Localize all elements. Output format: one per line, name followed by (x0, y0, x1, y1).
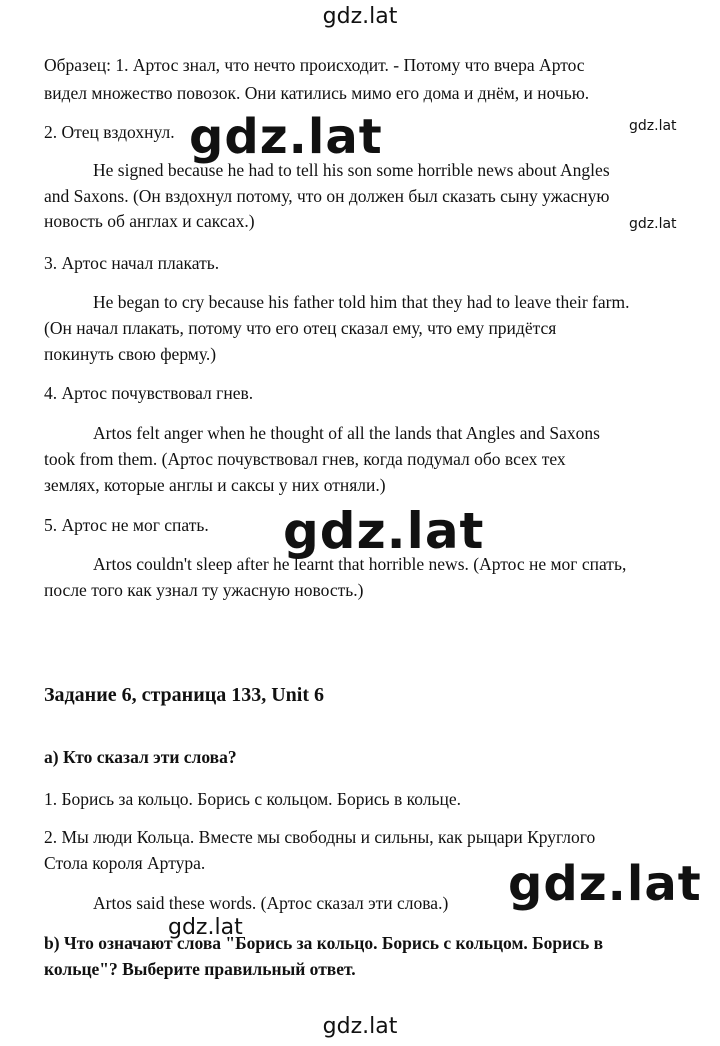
section-a-title: а) Кто сказал эти слова? (44, 747, 237, 767)
text-line: Стола короля Артура. (44, 853, 206, 873)
text-line: Artos said these words. (Артос сказал эти слова.) (93, 893, 449, 913)
text-line: Artos couldn't sleep after he learnt that horrible news. (Артос не мог спать, (93, 554, 627, 574)
section-b-question: кольце"? Выберите правильный ответ. (44, 959, 356, 979)
watermark-bottom: gdz.lat (322, 1014, 398, 1039)
text-line: 2. Мы люди Кольца. Вместе мы свободны и сильны, как рыцари Круглого (44, 827, 596, 847)
watermark-top: gdz.lat (322, 4, 398, 29)
watermark-large: gdz.lat (283, 502, 485, 560)
text-line: He signed because he had to tell his son some horrible news about Angles (93, 160, 610, 180)
watermark-medium: gdz.lat (168, 915, 243, 940)
text-line: (Он начал плакать, потому что его отец сказал ему, что ему придётся (44, 318, 557, 338)
watermark-small: gdz.lat (629, 216, 677, 232)
text-line: 2. Отец вздохнул. (44, 122, 175, 142)
text-line: 4. Артос почувствовал гнев. (44, 383, 254, 403)
text-line: после того как узнал ту ужасную новость.) (44, 580, 364, 600)
text-line: 1. Борись за кольцо. Борись с кольцом. Борись в кольце. (44, 789, 461, 809)
page-heading: Задание 6, страница 133, Unit 6 (44, 684, 325, 706)
text-line: видел множество повозок. Они катились мимо его дома и днём, и ночью. (44, 83, 590, 103)
text-line: землях, которые англы и саксы у них отняли.) (44, 475, 386, 495)
text-line: 5. Артос не мог спать. (44, 515, 209, 535)
text-line: Образец: 1. Артос знал, что нечто происходит. - Потому что вчера Артос (44, 55, 585, 75)
text-line: новость об англах и саксах.) (44, 211, 255, 231)
watermark-small: gdz.lat (629, 118, 677, 134)
text-line: покинуть свою ферму.) (44, 344, 217, 364)
text-line: Artos felt anger when he thought of all the lands that Angles and Saxons (93, 423, 600, 443)
text-line: 3. Артос начал плакать. (44, 253, 220, 273)
text-line: He began to cry because his father told him that they had to leave their farm. (93, 292, 630, 312)
watermark-large: gdz.lat (508, 856, 702, 912)
watermark-large: gdz.lat (189, 109, 383, 165)
section-b-question: b) Что означают слова "Борись за кольцо. Борись с кольцом. Борись в (44, 933, 604, 953)
text-line: took from them. (Артос почувствовал гнев, когда подумал обо всех тех (44, 449, 566, 469)
text-line: and Saxons. (Он вздохнул потому, что он должен был сказать сыну ужасную (44, 186, 610, 206)
